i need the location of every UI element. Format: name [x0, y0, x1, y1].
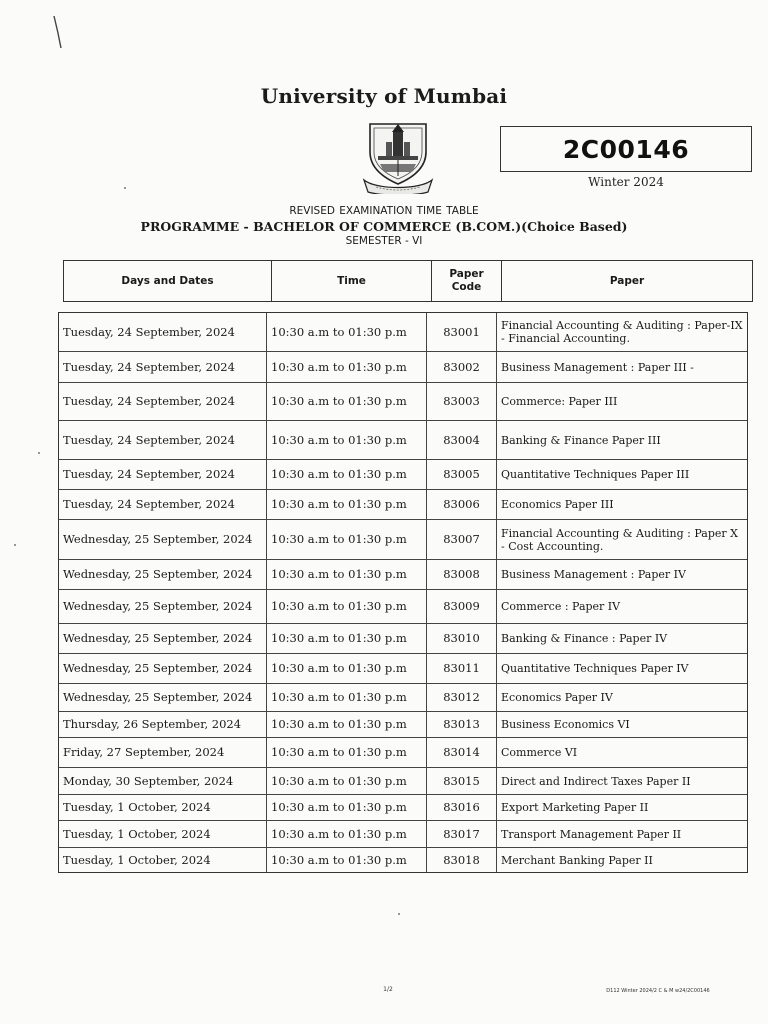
table-row: [59, 654, 747, 684]
row-date: Tuesday, 1 October, 2024: [59, 821, 267, 847]
row-date: Wednesday, 25 September, 2024: [59, 520, 267, 559]
row-date: Wednesday, 25 September, 2024: [59, 654, 267, 683]
table-row: [59, 795, 747, 821]
row-paper-title: Banking & Finance Paper III: [501, 433, 661, 447]
row-time: 10:30 a.m to 01:30 p.m: [267, 490, 427, 519]
table-row: [59, 738, 747, 768]
timetable-body: [58, 312, 748, 873]
row-time: 10:30 a.m to 01:30 p.m: [267, 712, 427, 737]
row-paper-code: 83004: [427, 421, 497, 459]
row-paper-title: Commerce : Paper IV: [501, 600, 621, 613]
row-time: 10:30 a.m to 01:30 p.m: [267, 795, 427, 820]
scan-dot: [398, 913, 400, 915]
row-paper-code: 83011: [427, 654, 497, 683]
row-paper-title: Transport Management Paper II: [501, 827, 682, 841]
row-time: 10:30 a.m to 01:30 p.m: [267, 560, 427, 589]
table-row: [59, 821, 747, 848]
row-time: 10:30 a.m to 01:30 p.m: [267, 654, 427, 683]
row-time: 10:30 a.m to 01:30 p.m: [267, 848, 427, 872]
table-row: [59, 624, 747, 654]
row-paper-title: Banking & Finance : Paper IV: [501, 632, 668, 645]
table-row: [59, 848, 747, 872]
row-time: 10:30 a.m to 01:30 p.m: [267, 383, 427, 420]
table-row: [59, 313, 747, 352]
row-time: 10:30 a.m to 01:30 p.m: [267, 684, 427, 711]
row-paper-code: 83006: [427, 490, 497, 519]
row-paper-title: Financial Accounting & Auditing : Paper-IX - Financial Accounting.: [501, 319, 743, 345]
table-row: [59, 460, 747, 490]
semester-label: SEMESTER - VI: [345, 235, 423, 247]
row-paper-code: 83003: [427, 383, 497, 420]
row-time: 10:30 a.m to 01:30 p.m: [267, 624, 427, 653]
row-paper-code: 83009: [427, 590, 497, 623]
row-paper-code: 83008: [427, 560, 497, 589]
table-row: [59, 383, 747, 421]
table-row: [59, 712, 747, 738]
header-paper-code-line1: Paper: [449, 268, 484, 280]
row-time: 10:30 a.m to 01:30 p.m: [267, 768, 427, 794]
row-time: 10:30 a.m to 01:30 p.m: [267, 352, 427, 382]
table-row: [59, 684, 747, 712]
row-date: Thursday, 26 September, 2024: [59, 712, 267, 737]
row-paper-code: 83014: [427, 738, 497, 767]
header-paper-code: [432, 261, 502, 301]
row-paper-code: 83012: [427, 684, 497, 711]
scan-dot: [38, 452, 40, 454]
row-paper-title: Quantitative Techniques Paper III: [501, 468, 690, 481]
university-title: University of Mumbai: [260, 84, 508, 108]
row-paper-title: Commerce VI: [501, 746, 578, 759]
table-row: [59, 590, 747, 624]
row-time: 10:30 a.m to 01:30 p.m: [267, 421, 427, 459]
row-paper-title: Direct and Indirect Taxes Paper II: [501, 774, 691, 788]
row-date: Tuesday, 24 September, 2024: [59, 490, 267, 519]
row-paper-title: Export Marketing Paper II: [501, 801, 649, 814]
row-date: Monday, 30 September, 2024: [59, 768, 267, 794]
row-paper-code: 83016: [427, 795, 497, 820]
row-paper-title: Business Management : Paper III -: [501, 360, 694, 374]
row-time: 10:30 a.m to 01:30 p.m: [267, 520, 427, 559]
page-number: 1/2: [383, 986, 393, 993]
header-days-dates: Days and Dates: [64, 261, 272, 301]
row-date: Tuesday, 1 October, 2024: [59, 848, 267, 872]
row-time: 10:30 a.m to 01:30 p.m: [267, 590, 427, 623]
row-date: Tuesday, 24 September, 2024: [59, 460, 267, 489]
row-paper-title: Business Economics VI: [501, 718, 630, 731]
row-date: Wednesday, 25 September, 2024: [59, 684, 267, 711]
row-time: 10:30 a.m to 01:30 p.m: [267, 821, 427, 847]
table-row: [59, 421, 747, 460]
row-paper-code: 83001: [427, 313, 497, 351]
paper-code-box: 2C00146: [500, 126, 752, 172]
row-paper-title: Merchant Banking Paper II: [501, 853, 653, 867]
scan-dot: [14, 544, 16, 546]
row-date: Friday, 27 September, 2024: [59, 738, 267, 767]
row-paper-title: Quantitative Techniques Paper IV: [501, 662, 689, 675]
header-time: Time: [272, 261, 432, 301]
row-paper-code: 83002: [427, 352, 497, 382]
document-reference: D112 Winter 2024/2 C & M w24/2C00146: [606, 988, 710, 994]
row-date: Wednesday, 25 September, 2024: [59, 590, 267, 623]
row-date: Tuesday, 24 September, 2024: [59, 352, 267, 382]
row-paper-code: 83005: [427, 460, 497, 489]
table-row: [59, 520, 747, 560]
row-paper-title: Economics Paper IV: [501, 691, 613, 704]
row-date: Tuesday, 24 September, 2024: [59, 313, 267, 351]
header-paper-code-line2: Code: [451, 281, 482, 293]
row-date: Tuesday, 24 September, 2024: [59, 421, 267, 459]
row-paper-code: 83013: [427, 712, 497, 737]
university-crest-icon: [362, 118, 434, 194]
row-time: 10:30 a.m to 01:30 p.m: [267, 738, 427, 767]
scan-dot: [124, 187, 126, 189]
row-paper-title: Business Management : Paper IV: [501, 568, 686, 581]
row-date: Wednesday, 25 September, 2024: [59, 624, 267, 653]
row-paper-code: 83010: [427, 624, 497, 653]
table-row: [59, 352, 747, 383]
row-time: 10:30 a.m to 01:30 p.m: [267, 460, 427, 489]
revised-timetable-line: REVISED EXAMINATION TIME TABLE: [289, 205, 479, 217]
table-row: [59, 490, 747, 520]
row-date: Wednesday, 25 September, 2024: [59, 560, 267, 589]
row-paper-title: Commerce: Paper III: [501, 395, 618, 408]
row-paper-code: 83015: [427, 768, 497, 794]
header-paper: Paper: [609, 274, 645, 287]
row-date: Tuesday, 24 September, 2024: [59, 383, 267, 420]
table-row: [59, 768, 747, 795]
table-row: [59, 560, 747, 590]
programme-title: PROGRAMME - BACHELOR OF COMMERCE (B.COM.)(Choice Based): [140, 219, 628, 234]
row-time: 10:30 a.m to 01:30 p.m: [267, 313, 427, 351]
scan-mark: [52, 14, 64, 50]
row-date: Tuesday, 1 October, 2024: [59, 795, 267, 820]
exam-session: Winter 2024: [588, 175, 664, 189]
row-paper-code: 83017: [427, 821, 497, 847]
row-paper-title: Financial Accounting & Auditing : Paper X - Cost Accounting.: [501, 526, 738, 553]
timetable-header: [63, 260, 753, 302]
row-paper-code: 83018: [427, 848, 497, 872]
row-paper-title: Economics Paper III: [501, 498, 614, 511]
row-paper-code: 83007: [427, 520, 497, 559]
